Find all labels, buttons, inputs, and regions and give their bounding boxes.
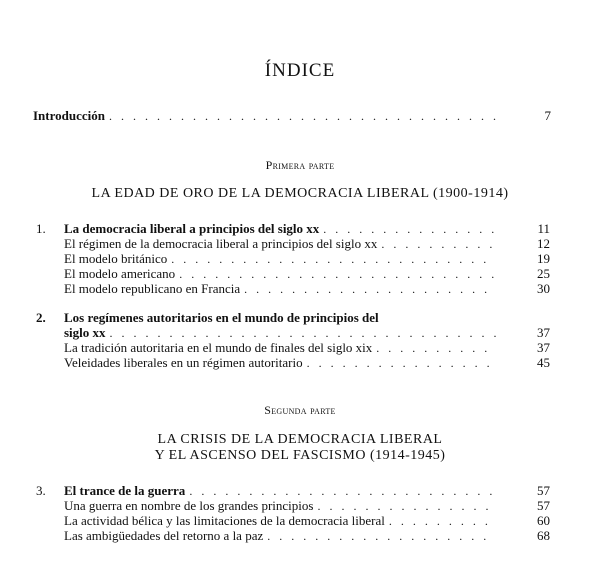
toc-page-number: 25 bbox=[537, 266, 550, 281]
subentry-label: La tradición autoritaria en el mundo de finales del siglo xix bbox=[64, 340, 373, 355]
toc-chapter bbox=[36, 221, 550, 236]
part-label: Segunda parte bbox=[264, 403, 336, 417]
toc-subentry bbox=[64, 528, 550, 543]
subentry-label: Veleidades liberales en un régimen autoritario bbox=[64, 355, 303, 370]
toc-entry-label: Introducción bbox=[33, 108, 105, 123]
part-title: LA CRISIS DE LA DEMOCRACIA LIBERAL bbox=[157, 432, 443, 447]
toc-subentry bbox=[64, 513, 550, 528]
toc-subentry bbox=[64, 340, 550, 355]
dot-leader bbox=[307, 356, 496, 371]
chapter-title-line bbox=[36, 310, 379, 326]
toc-subentry bbox=[64, 251, 550, 266]
chapter-title-continued: siglo xx bbox=[64, 325, 106, 340]
chapter-number: 2. bbox=[36, 310, 46, 325]
toc-subentry bbox=[64, 498, 550, 513]
dot-leader bbox=[389, 514, 496, 529]
dot-leader bbox=[323, 222, 496, 237]
toc-subentry bbox=[64, 281, 550, 296]
subentry-label: Una guerra en nombre de los grandes principios bbox=[64, 498, 314, 513]
subentry-label: El modelo republicano en Francia bbox=[64, 281, 241, 296]
dot-leader bbox=[171, 252, 496, 267]
dot-leader bbox=[381, 237, 496, 252]
toc-chapter bbox=[64, 325, 550, 340]
toc-page-number: 57 bbox=[537, 498, 550, 513]
toc-chapter bbox=[36, 483, 550, 498]
toc-page-number: 37 bbox=[537, 340, 550, 355]
subentry-label: Las ambigüedades del retorno a la paz bbox=[64, 528, 264, 543]
toc-page-number: 57 bbox=[537, 483, 550, 498]
toc-page-number: 37 bbox=[537, 325, 550, 340]
dot-leader bbox=[110, 326, 496, 341]
toc-page-number: 11 bbox=[537, 221, 550, 236]
toc-entry-intro bbox=[33, 108, 551, 123]
subentry-label: El régimen de la democracia liberal a principios del siglo xx bbox=[64, 236, 378, 251]
dot-leader bbox=[109, 109, 497, 124]
page-title: ÍNDICE bbox=[264, 60, 336, 81]
toc-page-number: 60 bbox=[537, 513, 550, 528]
dot-leader bbox=[244, 282, 496, 297]
toc-page-number: 7 bbox=[544, 108, 551, 123]
dot-leader bbox=[179, 267, 496, 282]
chapter-title: El trance de la guerra bbox=[64, 483, 186, 498]
dot-leader bbox=[376, 341, 496, 356]
toc-page-number: 30 bbox=[537, 281, 550, 296]
dot-leader bbox=[189, 484, 496, 499]
chapter-number: 1. bbox=[36, 221, 46, 236]
subentry-label: El modelo americano bbox=[64, 266, 176, 281]
chapter-title: Los regímenes autoritarios en el mundo de principios del bbox=[64, 310, 379, 325]
chapter-number: 3. bbox=[36, 483, 46, 498]
toc-page-number: 68 bbox=[537, 528, 550, 543]
subentry-label: La actividad bélica y las limitaciones de la democracia liberal bbox=[64, 513, 385, 528]
dot-leader bbox=[267, 529, 496, 544]
toc-page-number: 45 bbox=[537, 355, 550, 370]
toc-subentry bbox=[64, 236, 550, 251]
subentry-label: El modelo británico bbox=[64, 251, 168, 266]
dot-leader bbox=[317, 499, 496, 514]
toc-subentry bbox=[64, 266, 550, 281]
chapter-title: La democracia liberal a principios del siglo xx bbox=[64, 221, 320, 236]
part-label: Primera parte bbox=[265, 158, 335, 172]
part-title-line2: Y EL ASCENSO DEL FASCISMO (1914-1945) bbox=[154, 448, 446, 463]
toc-page-number: 12 bbox=[537, 236, 550, 251]
toc-page-number: 19 bbox=[537, 251, 550, 266]
toc-subentry bbox=[64, 355, 550, 370]
part-title: LA EDAD DE ORO DE LA DEMOCRACIA LIBERAL (1900-1914) bbox=[91, 186, 509, 201]
